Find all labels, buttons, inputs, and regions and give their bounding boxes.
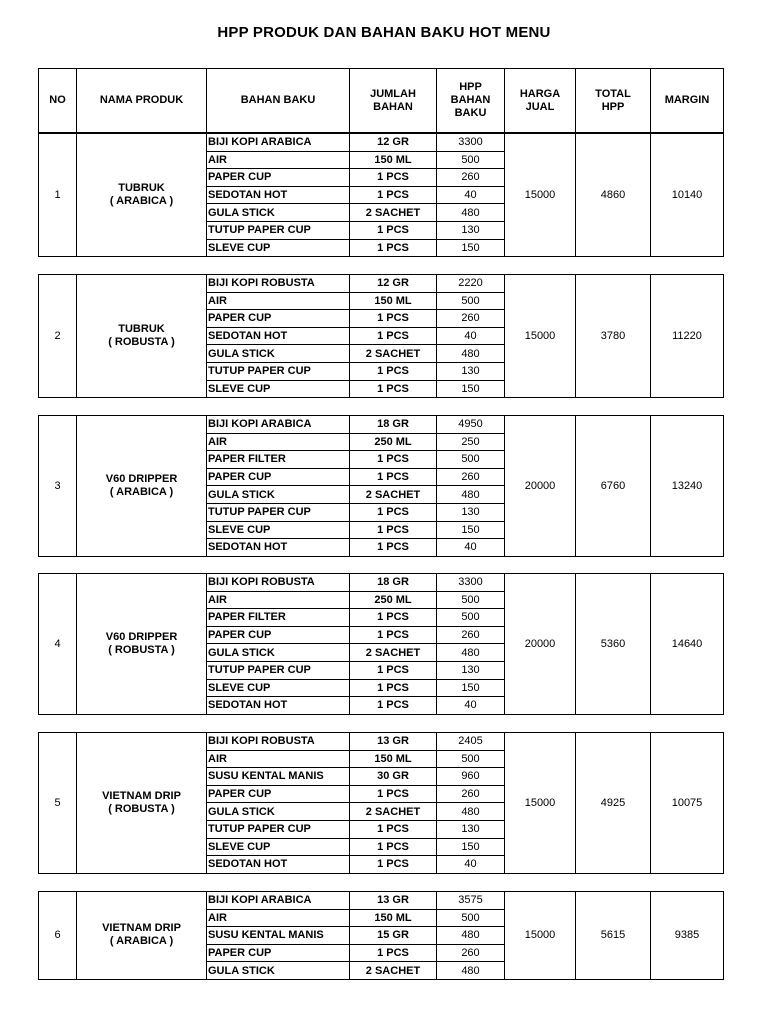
jumlah-bahan-cell: 18 GR [350, 574, 437, 592]
total-hpp-cell: 3780 [576, 275, 651, 398]
table-row [39, 134, 724, 152]
header-margin: MARGIN [651, 69, 724, 133]
header-table [38, 68, 724, 133]
product-name [77, 416, 207, 557]
hpp-bahan-cell: 260 [437, 468, 505, 486]
jumlah-bahan-cell: 1 PCS [350, 362, 437, 380]
jumlah-bahan-cell: 1 PCS [350, 856, 437, 874]
hpp-bahan-cell: 40 [437, 856, 505, 874]
bahan-baku-cell: BIJI KOPI ROBUSTA [207, 733, 350, 751]
bahan-baku-cell: SLEVE CUP [207, 380, 350, 398]
product-name-line1: V60 DRIPPER [105, 472, 178, 485]
hpp-bahan-cell: 40 [437, 327, 505, 345]
hpp-bahan-cell: 500 [437, 609, 505, 627]
jumlah-bahan-cell: 150 ML [350, 292, 437, 310]
jumlah-bahan-cell: 15 GR [350, 927, 437, 945]
margin-cell: 14640 [651, 574, 724, 715]
bahan-baku-cell: GULA STICK [207, 803, 350, 821]
table-row [39, 574, 724, 592]
total-hpp-cell: 6760 [576, 416, 651, 557]
jumlah-bahan-cell: 2 SACHET [350, 962, 437, 980]
page-title: HPP PRODUK DAN BAHAN BAKU HOT MENU [217, 24, 551, 41]
product-name-line1: V60 DRIPPER [105, 630, 178, 643]
jumlah-bahan-cell: 1 PCS [350, 661, 437, 679]
product-block [38, 133, 724, 257]
jumlah-bahan-cell: 12 GR [350, 275, 437, 293]
jumlah-bahan-cell: 30 GR [350, 768, 437, 786]
header-hpp-line3: BAKU [454, 107, 487, 119]
hpp-bahan-cell: 480 [437, 486, 505, 504]
product-name [77, 134, 207, 257]
product-no: 4 [39, 574, 77, 715]
margin-cell: 9385 [651, 892, 724, 980]
jumlah-bahan-cell: 150 ML [350, 909, 437, 927]
margin-cell: 13240 [651, 416, 724, 557]
bahan-baku-cell: SUSU KENTAL MANIS [207, 768, 350, 786]
jumlah-bahan-cell: 2 SACHET [350, 644, 437, 662]
product-name-line1: TUBRUK [118, 182, 165, 195]
jumlah-bahan-cell: 1 PCS [350, 310, 437, 328]
hpp-bahan-cell: 500 [437, 909, 505, 927]
bahan-baku-cell: GULA STICK [207, 486, 350, 504]
bahan-baku-cell: GULA STICK [207, 204, 350, 222]
table-row [39, 892, 724, 910]
jumlah-bahan-cell: 2 SACHET [350, 204, 437, 222]
total-hpp-cell: 4925 [576, 733, 651, 874]
table-row [39, 275, 724, 293]
header-nama-produk: NAMA PRODUK [77, 69, 207, 133]
hpp-bahan-cell: 260 [437, 944, 505, 962]
jumlah-bahan-cell: 1 PCS [350, 169, 437, 187]
bahan-baku-cell: AIR [207, 750, 350, 768]
hpp-bahan-cell: 500 [437, 750, 505, 768]
bahan-baku-cell: SLEVE CUP [207, 239, 350, 257]
product-name-line2: ( ROBUSTA ) [108, 802, 175, 815]
jumlah-bahan-cell: 1 PCS [350, 239, 437, 257]
margin-cell: 10075 [651, 733, 724, 874]
hpp-bahan-cell: 500 [437, 151, 505, 169]
hpp-bahan-cell: 40 [437, 539, 505, 557]
product-name [77, 275, 207, 398]
jumlah-bahan-cell: 1 PCS [350, 186, 437, 204]
harga-jual-cell: 15000 [505, 892, 576, 980]
jumlah-bahan-cell: 1 PCS [350, 820, 437, 838]
header-hpp-bahan-baku [437, 69, 505, 133]
bahan-baku-cell: PAPER CUP [207, 310, 350, 328]
jumlah-bahan-cell: 1 PCS [350, 327, 437, 345]
bahan-baku-cell: PAPER FILTER [207, 609, 350, 627]
product-name-line2: ( ARABICA ) [109, 195, 174, 208]
hpp-bahan-cell: 480 [437, 803, 505, 821]
bahan-baku-cell: AIR [207, 433, 350, 451]
header-total-hpp [576, 69, 651, 133]
bahan-baku-cell: TUTUP PAPER CUP [207, 362, 350, 380]
jumlah-bahan-cell: 1 PCS [350, 626, 437, 644]
product-name-line2: ( ARABICA ) [109, 935, 174, 948]
margin-cell: 11220 [651, 275, 724, 398]
bahan-baku-cell: SEDOTAN HOT [207, 327, 350, 345]
product-block [38, 573, 724, 715]
hpp-bahan-cell: 960 [437, 768, 505, 786]
product-no: 5 [39, 733, 77, 874]
hpp-bahan-cell: 150 [437, 380, 505, 398]
product-name-line2: ( ARABICA ) [109, 485, 174, 498]
product-name [77, 733, 207, 874]
hpp-bahan-cell: 3300 [437, 134, 505, 152]
bahan-baku-cell: SLEVE CUP [207, 521, 350, 539]
hpp-bahan-cell: 130 [437, 362, 505, 380]
jumlah-bahan-cell: 1 PCS [350, 451, 437, 469]
bahan-baku-cell: SLEVE CUP [207, 838, 350, 856]
hpp-bahan-cell: 480 [437, 962, 505, 980]
hpp-bahan-cell: 250 [437, 433, 505, 451]
hpp-bahan-cell: 40 [437, 697, 505, 715]
jumlah-bahan-cell: 13 GR [350, 892, 437, 910]
jumlah-bahan-cell: 150 ML [350, 750, 437, 768]
jumlah-bahan-cell: 250 ML [350, 591, 437, 609]
product-no: 2 [39, 275, 77, 398]
bahan-baku-cell: AIR [207, 909, 350, 927]
hpp-bahan-cell: 260 [437, 169, 505, 187]
hpp-bahan-cell: 2405 [437, 733, 505, 751]
jumlah-bahan-cell: 1 PCS [350, 380, 437, 398]
jumlah-bahan-cell: 1 PCS [350, 503, 437, 521]
bahan-baku-cell: GULA STICK [207, 962, 350, 980]
bahan-baku-cell: SEDOTAN HOT [207, 856, 350, 874]
header-jumlah-line1: JUMLAH [370, 87, 416, 100]
bahan-baku-cell: TUTUP PAPER CUP [207, 661, 350, 679]
hpp-bahan-cell: 150 [437, 521, 505, 539]
hpp-bahan-cell: 150 [437, 239, 505, 257]
header-bahan-baku: BAHAN BAKU [207, 69, 350, 133]
bahan-baku-cell: AIR [207, 151, 350, 169]
bahan-baku-cell: BIJI KOPI ARABICA [207, 134, 350, 152]
hpp-bahan-cell: 500 [437, 292, 505, 310]
product-name-line2: ( ROBUSTA ) [108, 336, 175, 349]
bahan-baku-cell: SLEVE CUP [207, 679, 350, 697]
hpp-bahan-cell: 260 [437, 785, 505, 803]
bahan-baku-cell: BIJI KOPI ROBUSTA [207, 574, 350, 592]
bahan-baku-cell: BIJI KOPI ARABICA [207, 416, 350, 434]
hpp-bahan-cell: 3575 [437, 892, 505, 910]
hpp-bahan-cell: 150 [437, 838, 505, 856]
product-block [38, 891, 724, 980]
bahan-baku-cell: PAPER CUP [207, 626, 350, 644]
header-jumlah-line2: BAHAN [373, 100, 413, 113]
jumlah-bahan-cell: 1 PCS [350, 679, 437, 697]
product-name [77, 892, 207, 980]
harga-jual-cell: 20000 [505, 416, 576, 557]
product-no: 3 [39, 416, 77, 557]
total-hpp-cell: 4860 [576, 134, 651, 257]
hpp-bahan-cell: 260 [437, 626, 505, 644]
header-total-line2: HPP [601, 100, 625, 113]
bahan-baku-cell: SEDOTAN HOT [207, 697, 350, 715]
hpp-bahan-cell: 130 [437, 503, 505, 521]
hpp-bahan-cell: 500 [437, 451, 505, 469]
header-harga-line1: HARGA [519, 87, 561, 100]
margin-cell: 10140 [651, 134, 724, 257]
jumlah-bahan-cell: 2 SACHET [350, 803, 437, 821]
bahan-baku-cell: SEDOTAN HOT [207, 186, 350, 204]
hpp-bahan-cell: 480 [437, 927, 505, 945]
total-hpp-cell: 5615 [576, 892, 651, 980]
jumlah-bahan-cell: 1 PCS [350, 221, 437, 239]
table-row [39, 416, 724, 434]
hpp-bahan-cell: 260 [437, 310, 505, 328]
product-block [38, 732, 724, 874]
bahan-baku-cell: PAPER CUP [207, 169, 350, 187]
hpp-bahan-cell: 500 [437, 591, 505, 609]
jumlah-bahan-cell: 1 PCS [350, 944, 437, 962]
bahan-baku-cell: PAPER CUP [207, 785, 350, 803]
jumlah-bahan-cell: 1 PCS [350, 539, 437, 557]
harga-jual-cell: 15000 [505, 733, 576, 874]
hpp-bahan-cell: 3300 [437, 574, 505, 592]
bahan-baku-cell: GULA STICK [207, 345, 350, 363]
jumlah-bahan-cell: 2 SACHET [350, 486, 437, 504]
jumlah-bahan-cell: 1 PCS [350, 468, 437, 486]
bahan-baku-cell: PAPER CUP [207, 944, 350, 962]
header-total-line1: TOTAL [595, 87, 631, 100]
header-hpp-line1: HPP [459, 81, 482, 93]
header-harga-line2: JUAL [525, 100, 555, 113]
jumlah-bahan-cell: 250 ML [350, 433, 437, 451]
bahan-baku-cell: PAPER CUP [207, 468, 350, 486]
product-name-line1: TUBRUK [118, 323, 165, 336]
jumlah-bahan-cell: 1 PCS [350, 785, 437, 803]
bahan-baku-cell: GULA STICK [207, 644, 350, 662]
product-name-line2: ( ROBUSTA ) [108, 643, 175, 656]
table-row [39, 733, 724, 751]
hpp-bahan-cell: 480 [437, 644, 505, 662]
header-harga-jual [505, 69, 576, 133]
jumlah-bahan-cell: 18 GR [350, 416, 437, 434]
jumlah-bahan-cell: 150 ML [350, 151, 437, 169]
hpp-bahan-cell: 480 [437, 345, 505, 363]
harga-jual-cell: 20000 [505, 574, 576, 715]
header-no: NO [39, 69, 77, 133]
product-name-line1: VIETNAM DRIP [102, 789, 181, 802]
bahan-baku-cell: SUSU KENTAL MANIS [207, 927, 350, 945]
product-no: 6 [39, 892, 77, 980]
hpp-bahan-cell: 40 [437, 186, 505, 204]
bahan-baku-cell: SEDOTAN HOT [207, 539, 350, 557]
harga-jual-cell: 15000 [505, 275, 576, 398]
bahan-baku-cell: PAPER FILTER [207, 451, 350, 469]
hpp-bahan-cell: 2220 [437, 275, 505, 293]
bahan-baku-cell: BIJI KOPI ROBUSTA [207, 275, 350, 293]
hpp-bahan-cell: 150 [437, 679, 505, 697]
header-hpp-line2: BAHAN [450, 94, 491, 106]
product-no: 1 [39, 134, 77, 257]
bahan-baku-cell: TUTUP PAPER CUP [207, 820, 350, 838]
jumlah-bahan-cell: 1 PCS [350, 697, 437, 715]
hpp-bahan-cell: 480 [437, 204, 505, 222]
jumlah-bahan-cell: 1 PCS [350, 609, 437, 627]
jumlah-bahan-cell: 1 PCS [350, 838, 437, 856]
product-name [77, 574, 207, 715]
bahan-baku-cell: AIR [207, 591, 350, 609]
jumlah-bahan-cell: 1 PCS [350, 521, 437, 539]
jumlah-bahan-cell: 2 SACHET [350, 345, 437, 363]
bahan-baku-cell: TUTUP PAPER CUP [207, 221, 350, 239]
product-block [38, 274, 724, 398]
header-jumlah-bahan [350, 69, 437, 133]
total-hpp-cell: 5360 [576, 574, 651, 715]
hpp-bahan-cell: 130 [437, 221, 505, 239]
jumlah-bahan-cell: 12 GR [350, 134, 437, 152]
bahan-baku-cell: BIJI KOPI ARABICA [207, 892, 350, 910]
hpp-bahan-cell: 130 [437, 661, 505, 679]
bahan-baku-cell: AIR [207, 292, 350, 310]
product-block [38, 415, 724, 557]
jumlah-bahan-cell: 13 GR [350, 733, 437, 751]
hpp-bahan-cell: 130 [437, 820, 505, 838]
bahan-baku-cell: TUTUP PAPER CUP [207, 503, 350, 521]
hpp-bahan-cell: 4950 [437, 416, 505, 434]
product-name-line1: VIETNAM DRIP [102, 922, 181, 935]
harga-jual-cell: 15000 [505, 134, 576, 257]
